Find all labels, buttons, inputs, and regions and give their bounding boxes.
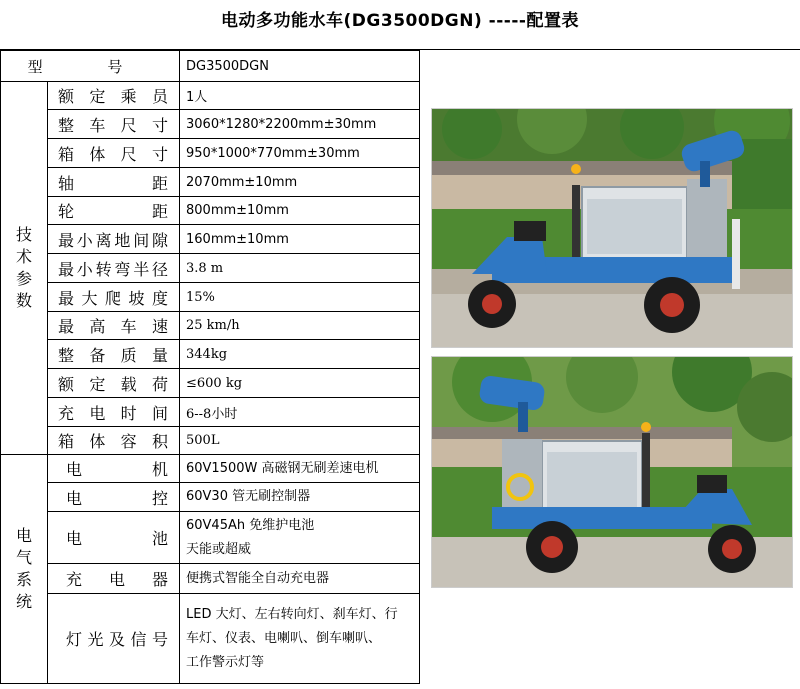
tech-label: 额定乘员: [48, 82, 180, 110]
truck-illustration: [432, 357, 792, 587]
elec-value: [180, 455, 420, 483]
row-tech: [1, 168, 420, 197]
row-elec: [1, 483, 420, 512]
elec-label: 电控: [48, 483, 180, 512]
elec-group-char: 气: [15, 548, 32, 567]
truck-photo-side-view: [431, 356, 793, 588]
row-tech: [1, 283, 420, 312]
row-tech: [1, 427, 420, 455]
tech-label: 整备质量: [48, 340, 180, 369]
tech-label: 轮距: [48, 197, 180, 225]
elec-line: 车灯、仪表、电喇叭、倒车喇叭、: [186, 630, 382, 646]
tech-group-char: 技: [15, 225, 32, 244]
row-tech: [1, 110, 420, 139]
elec-group-char: 统: [15, 592, 32, 611]
tech-value: 6--8小时: [180, 398, 420, 427]
elec-line: 60V45Ah 免维护电池: [186, 517, 315, 533]
row-elec: [1, 455, 420, 483]
truck-photo-rear-view: [431, 108, 793, 348]
tech-label: 充电时间: [48, 398, 180, 427]
tech-group-char: 数: [15, 291, 32, 310]
elec-label: 电机: [48, 455, 180, 483]
tech-value: 344kg: [180, 340, 420, 369]
elec-line: 60V30 管无刷控制器: [186, 489, 311, 504]
tech-value: 950*1000*770mm±30mm: [180, 139, 420, 168]
row-tech: [1, 312, 420, 340]
tech-value: 160mm±10mm: [180, 225, 420, 254]
elec-group-char: 电: [15, 526, 32, 545]
elec-group-char: 系: [15, 570, 32, 589]
page-title: 电动多功能水车(DG3500DGN) -----配置表: [221, 11, 579, 31]
elec-line: LED 大灯、左右转向灯、刹车灯、行: [186, 606, 398, 622]
row-tech: [1, 225, 420, 254]
row-tech: [1, 82, 420, 110]
elec-value: [180, 594, 420, 684]
elec-line: 工作警示灯等: [186, 654, 265, 670]
row-elec: [1, 512, 420, 564]
elec-value: [180, 564, 420, 594]
elec-label: 电池: [48, 512, 180, 564]
tech-group-label: [1, 82, 48, 455]
elec-line: 便携式智能全自动充电器: [186, 570, 330, 586]
row-tech: [1, 197, 420, 225]
row-tech: [1, 369, 420, 398]
row-tech: [1, 254, 420, 283]
row-tech: [1, 340, 420, 369]
tech-label: 箱体容积: [48, 427, 180, 455]
tech-value: 15%: [180, 283, 420, 312]
elec-line: 天能或超威: [186, 541, 252, 557]
tech-value: 500L: [180, 427, 420, 455]
tech-label: 箱体尺寸: [48, 139, 180, 168]
spec-table: [0, 50, 420, 684]
tech-label: 最小离地间隙: [48, 225, 180, 254]
row-elec: [1, 564, 420, 594]
tech-label: 轴距: [48, 168, 180, 197]
elec-group-label: [1, 455, 48, 684]
tech-label: 最高车速: [48, 312, 180, 340]
elec-label: 灯光及信号: [48, 594, 180, 684]
tech-label: 整车尺寸: [48, 110, 180, 139]
tech-value: 3.8 m: [180, 254, 420, 283]
tech-value: 2070mm±10mm: [180, 168, 420, 197]
row-tech: [1, 139, 420, 168]
elec-value: [180, 483, 420, 512]
elec-line: 60V1500W 高磁钢无刷差速电机: [186, 460, 379, 476]
row-model: [1, 51, 420, 82]
tech-group-char: 参: [15, 269, 32, 288]
tech-value: 1人: [180, 82, 420, 110]
elec-value: [180, 512, 420, 564]
tech-value: 3060*1280*2200mm±30mm: [180, 110, 420, 139]
tech-label: 最小转弯半径: [48, 254, 180, 283]
tech-label: 最大爬坡度: [48, 283, 180, 312]
model-value: DG3500DGN: [180, 51, 420, 82]
tech-group-char: 术: [15, 247, 32, 266]
model-label: 型 号: [1, 51, 180, 82]
tech-value: ≤600 kg: [180, 369, 420, 398]
truck-illustration: [432, 109, 792, 347]
tech-label: 额定载荷: [48, 369, 180, 398]
row-elec: [1, 594, 420, 684]
tech-value: 800mm±10mm: [180, 197, 420, 225]
elec-label: 充电器: [48, 564, 180, 594]
tech-value: 25 km/h: [180, 312, 420, 340]
row-tech: [1, 398, 420, 427]
